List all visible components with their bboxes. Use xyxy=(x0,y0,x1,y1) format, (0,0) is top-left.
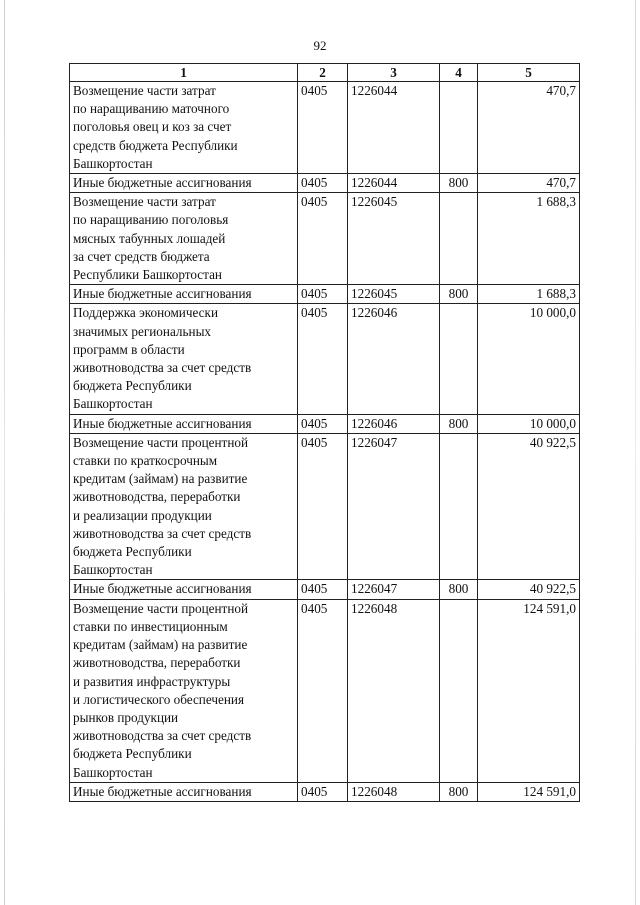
row-amount: 10 000,0 xyxy=(478,304,580,414)
scan-edge-right xyxy=(635,0,636,905)
row-amount: 1 688,3 xyxy=(478,285,580,304)
table-row xyxy=(70,599,580,782)
row-section-code: 0405 xyxy=(298,433,348,580)
header-col-1: 1 xyxy=(70,64,298,82)
row-target-article: 1226047 xyxy=(348,433,440,580)
row-target-article: 1226048 xyxy=(348,599,440,782)
table-row xyxy=(70,285,580,304)
row-section-code: 0405 xyxy=(298,304,348,414)
description-line: Республики Башкортостан xyxy=(73,267,222,283)
row-amount: 470,7 xyxy=(478,174,580,193)
row-section-code: 0405 xyxy=(298,285,348,304)
page-number: 92 xyxy=(313,38,327,53)
description-line: Иные бюджетные ассигнования xyxy=(73,581,252,597)
description-line: ставки по краткосрочным xyxy=(73,453,218,469)
row-target-article: 1226045 xyxy=(348,193,440,285)
description-line: животноводства, переработки xyxy=(73,489,241,505)
row-target-article: 1226044 xyxy=(348,174,440,193)
row-description xyxy=(70,174,298,193)
description-line: Башкортостан xyxy=(73,562,153,578)
description-line: Башкортостан xyxy=(73,764,153,780)
row-expense-type xyxy=(440,599,478,782)
row-amount: 124 591,0 xyxy=(478,599,580,782)
description-line: и развития инфраструктуры xyxy=(73,673,231,689)
row-target-article: 1226048 xyxy=(348,782,440,801)
row-target-article: 1226045 xyxy=(348,285,440,304)
description-line: Иные бюджетные ассигнования xyxy=(73,783,252,799)
description-line: рынков продукции xyxy=(73,709,179,725)
description-line: и логистического обеспечения xyxy=(73,691,245,707)
row-amount: 40 922,5 xyxy=(478,580,580,599)
row-section-code: 0405 xyxy=(298,580,348,599)
row-section-code: 0405 xyxy=(298,174,348,193)
row-section-code: 0405 xyxy=(298,414,348,433)
description-line: животноводства за счет средств xyxy=(73,728,252,744)
row-section-code: 0405 xyxy=(298,82,348,174)
table-row xyxy=(70,433,580,580)
description-line: Башкортостан xyxy=(73,396,153,412)
row-target-article: 1226046 xyxy=(348,414,440,433)
description-line: животноводства за счет средств xyxy=(73,360,252,376)
table-row xyxy=(70,82,580,174)
budget-table xyxy=(69,63,580,802)
row-description xyxy=(70,414,298,433)
header-col-4: 4 xyxy=(440,64,478,82)
row-description xyxy=(70,193,298,285)
description-line: поголовья овец и коз за счет xyxy=(73,119,232,135)
row-section-code: 0405 xyxy=(298,599,348,782)
row-description xyxy=(70,599,298,782)
description-line: средств бюджета Республики xyxy=(73,137,238,153)
row-target-article: 1226046 xyxy=(348,304,440,414)
row-expense-type xyxy=(440,433,478,580)
table-row xyxy=(70,304,580,414)
row-expense-type: 800 xyxy=(440,285,478,304)
header-col-2: 2 xyxy=(298,64,348,82)
row-amount: 10 000,0 xyxy=(478,414,580,433)
row-description xyxy=(70,304,298,414)
row-amount: 470,7 xyxy=(478,82,580,174)
row-expense-type: 800 xyxy=(440,782,478,801)
description-line: Возмещение части процентной xyxy=(73,434,249,450)
table-row xyxy=(70,414,580,433)
description-line: Возмещение части затрат xyxy=(73,83,216,98)
table-header-row xyxy=(70,64,580,82)
description-line: значимых региональных xyxy=(73,323,212,339)
description-line: кредитам (займам) на развитие xyxy=(73,637,248,653)
row-expense-type xyxy=(440,304,478,414)
row-description xyxy=(70,782,298,801)
row-expense-type xyxy=(440,193,478,285)
row-description xyxy=(70,285,298,304)
row-amount: 124 591,0 xyxy=(478,782,580,801)
table-row xyxy=(70,782,580,801)
row-amount: 1 688,3 xyxy=(478,193,580,285)
description-line: по наращиванию поголовья xyxy=(73,212,229,228)
row-section-code: 0405 xyxy=(298,782,348,801)
row-description xyxy=(70,82,298,174)
description-line: кредитам (займам) на развитие xyxy=(73,471,248,487)
row-target-article: 1226044 xyxy=(348,82,440,174)
description-line: животноводства за счет средств xyxy=(73,525,252,541)
description-line: программ в области xyxy=(73,341,185,357)
row-expense-type: 800 xyxy=(440,580,478,599)
header-col-5: 5 xyxy=(478,64,580,82)
row-description xyxy=(70,433,298,580)
table-body xyxy=(70,82,580,802)
table-row xyxy=(70,193,580,285)
description-line: ставки по инвестиционным xyxy=(73,618,228,634)
description-line: бюджета Республики xyxy=(73,378,192,394)
row-section-code: 0405 xyxy=(298,193,348,285)
description-line: Возмещение части процентной xyxy=(73,600,249,616)
description-line: бюджета Республики xyxy=(73,544,192,560)
description-line: бюджета Республики xyxy=(73,746,192,762)
table-row xyxy=(70,580,580,599)
table-row xyxy=(70,174,580,193)
description-line: Возмещение части затрат xyxy=(73,194,216,210)
description-line: Башкортостан xyxy=(73,155,153,171)
description-line: Иные бюджетные ассигнования xyxy=(73,286,252,302)
row-expense-type: 800 xyxy=(440,174,478,193)
row-expense-type xyxy=(440,82,478,174)
description-line: за счет средств бюджета xyxy=(73,248,210,264)
scan-edge-left xyxy=(4,0,5,905)
description-line: Поддержка экономически xyxy=(73,305,218,321)
header-col-3: 3 xyxy=(348,64,440,82)
row-amount: 40 922,5 xyxy=(478,433,580,580)
row-target-article: 1226047 xyxy=(348,580,440,599)
description-line: по наращиванию маточного xyxy=(73,101,230,117)
description-line: животноводства, переработки xyxy=(73,655,241,671)
description-line: и реализации продукции xyxy=(73,507,212,523)
description-line: Иные бюджетные ассигнования xyxy=(73,415,252,431)
row-description xyxy=(70,580,298,599)
description-line: мясных табунных лошадей xyxy=(73,230,226,246)
row-expense-type: 800 xyxy=(440,414,478,433)
description-line: Иные бюджетные ассигнования xyxy=(73,175,252,191)
